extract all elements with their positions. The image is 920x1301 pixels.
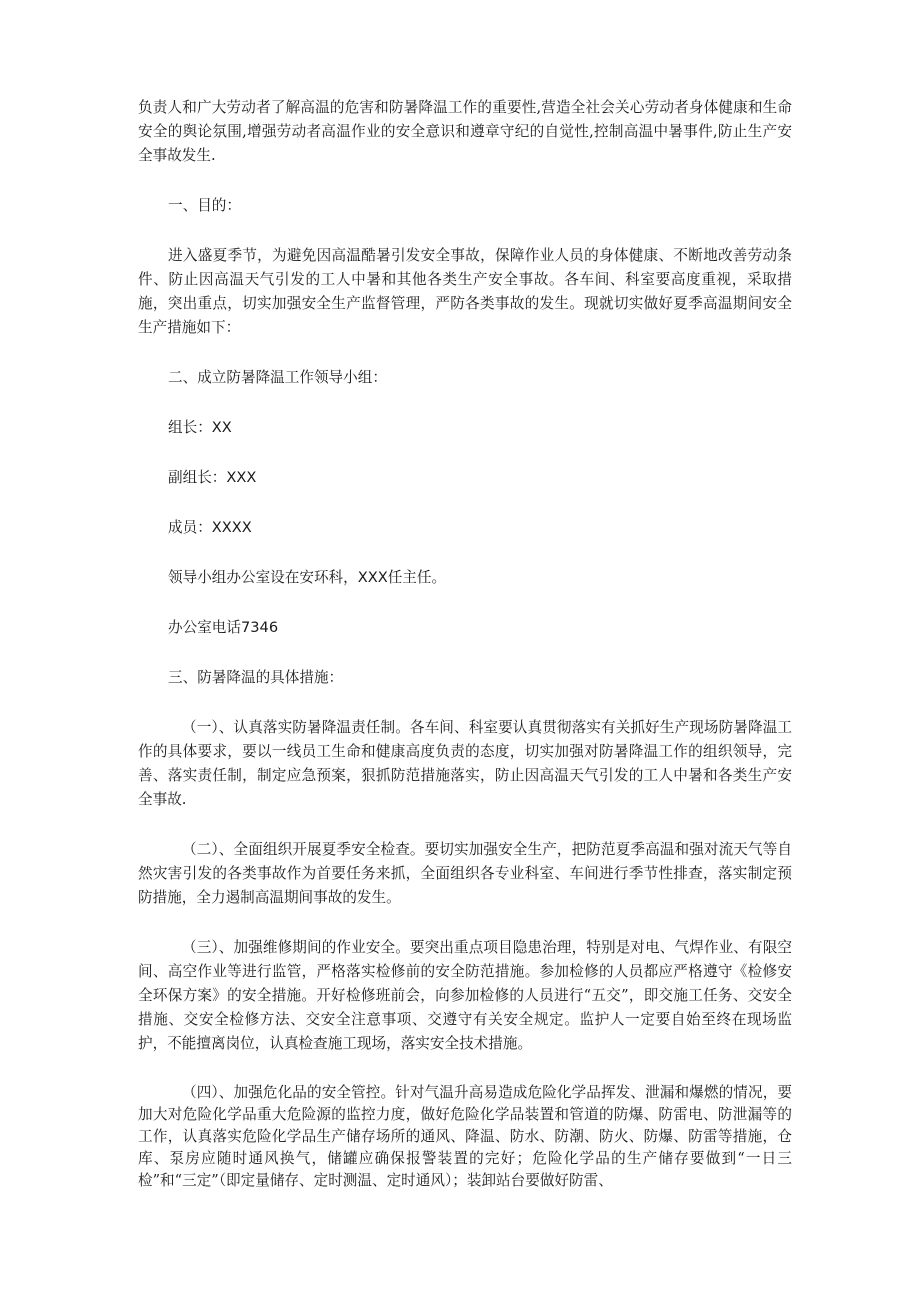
office-note-line: 领导小组办公室设在安环科，XXX任主任。 — [168, 569, 447, 586]
measure4-paragraph: （四）、加强危化品的安全管控。针对气温升高易造成危险化学品挥发、泄漏和爆燃的情况，要加大对危险化学品重大危险源的监控力度，做好危险化学品装置和管道的防爆、防雷电、防泄漏等的工作，认真落实危险化学品生产储存场所的通风、降温、防水、防潮、防火、防爆、防雷等措施，仓库、泵房应随时通风换气，储罐应确保报警装置的完好；危险化学品的生产储存要做到“一日三检”和“三定”（即定量储存、定时测温、定时通风）；装卸站台要做好防雷、 — [138, 1084, 792, 1189]
intro-paragraph: 负责人和广大劳动者了解高温的危害和防暑降温工作的重要性,营造全社会关心劳动者身体健康和生命安全的舆论氛围,增强劳动者高温作业的安全意识和遵章守纪的自觉性,控制高温中暑事件,防止生产安全事故发生. — [138, 99, 792, 164]
document-page — [138, 96, 792, 1192]
office-phone-line: 办公室电话7346 — [168, 619, 279, 636]
leader-line: 组长：XX — [168, 419, 232, 436]
deputy-leader-line: 副组长：XXX — [168, 469, 257, 486]
measure2-paragraph: （二）、全面组织开展夏季安全检查。要切实加强安全生产，把防范夏季高温和强对流天气等自然灾害引发的各类事故作为首要任务来抓，全面组织各专业科室、车间进行季节性排查，落实制定预防措施，全力遏制高温期间事故的发生。 — [138, 841, 792, 906]
section3-heading: 三、防暑降温的具体措施： — [168, 669, 344, 686]
section2-heading: 二、成立防暑降温工作领导小组： — [168, 369, 387, 386]
measure1-paragraph: （一）、认真落实防暑降温责任制。各车间、科室要认真贯彻落实有关抓好生产现场防暑降温工作的具体要求，要以一线员工生命和健康高度负责的态度，切实加强对防暑降温工作的组织领导，完善、落实责任制，制定应急预案，狠抓防范措施落实，防止因高温天气引发的工人中暑和各类生产安全事故. — [138, 719, 792, 808]
section1-body: 进入盛夏季节，为避免因高温酷暑引发安全事故，保障作业人员的身体健康、不断地改善劳动条件、防止因高温天气引发的工人中暑和其他各类生产安全事故。各车间、科室要高度重视，采取措施，突出重点，切实加强安全生产监督管理，严防各类事故的发生。现就切实做好夏季高温期间安全生产措施如下： — [138, 247, 792, 336]
members-line: 成员：XXXX — [168, 519, 252, 536]
section1-heading: 一、目的： — [168, 197, 241, 214]
measure3-paragraph: （三）、加强维修期间的作业安全。要突出重点项目隐患治理，特别是对电、气焊作业、有限空间、高空作业等进行监管，严格落实检修前的安全防范措施。参加检修的人员都应严格遵守《检修安全环保方案》的安全措施。开好检修班前会，向参加检修的人员进行“五交”，即交施工任务、交安全措施、交安全检修方法、交安全注意事项、交遵守有关安全规定。监护人一定要自始至终在现场监护，不能擅离岗位，认真检查施工现场，落实安全技术措施。 — [138, 939, 792, 1052]
